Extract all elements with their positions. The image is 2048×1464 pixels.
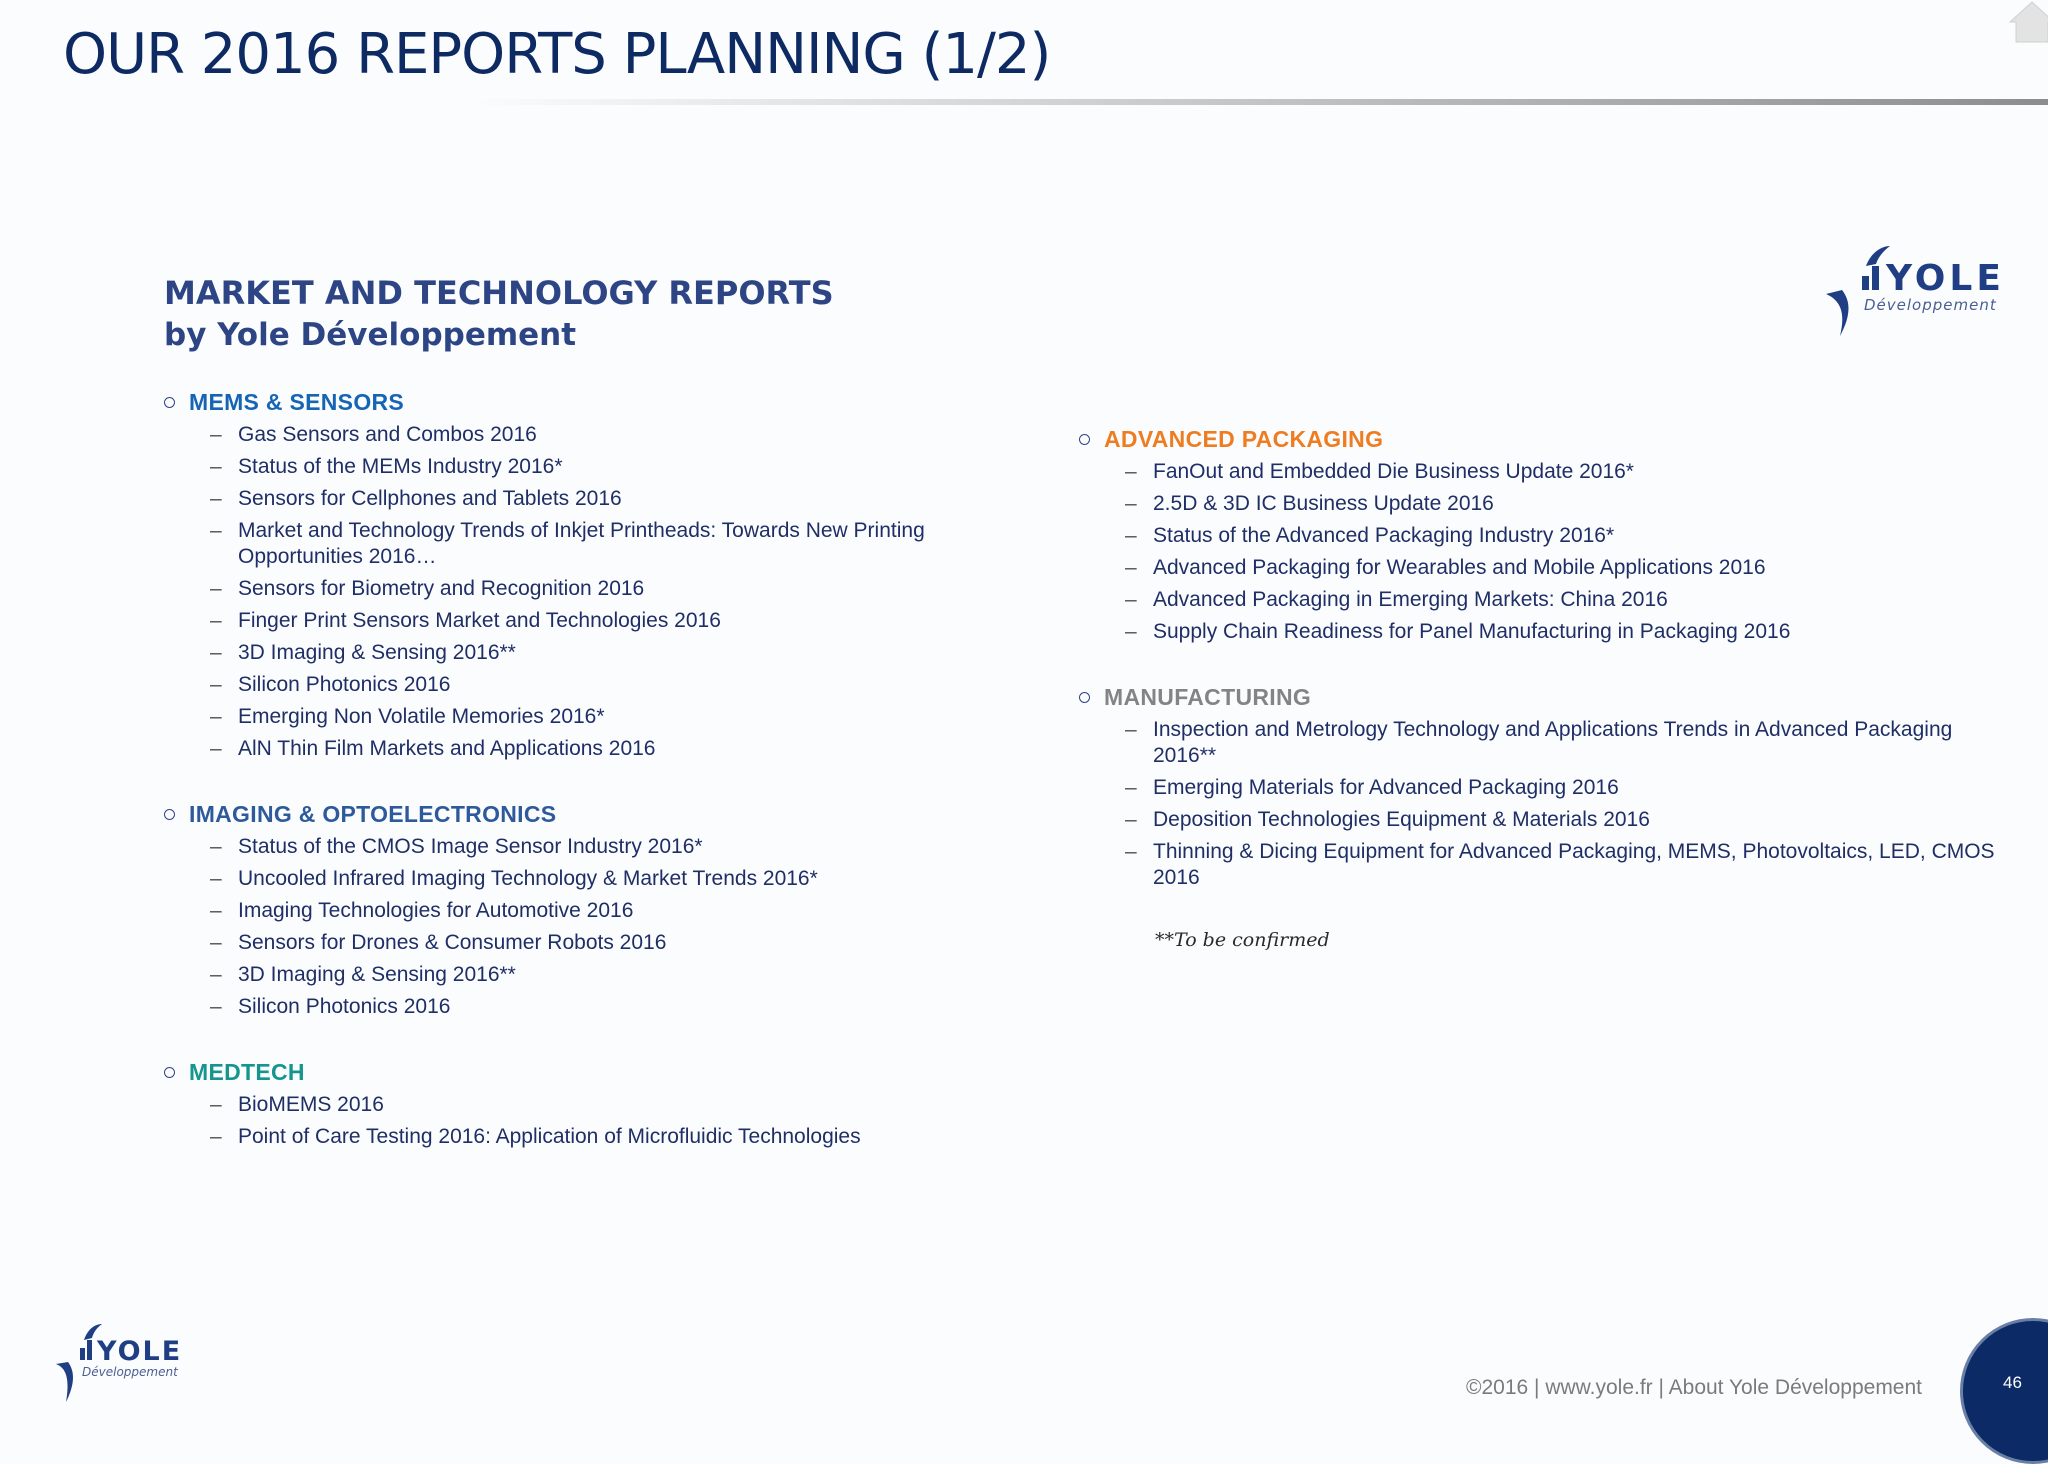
report-title: Uncooled Infrared Imaging Technology & Market Trends 2016* xyxy=(238,867,818,890)
list-item xyxy=(1125,456,2000,488)
list-item xyxy=(1125,714,2000,772)
dash-bullet-icon: – xyxy=(1125,588,1137,611)
section-advanced-packaging xyxy=(1075,422,2000,648)
circle-bullet-icon xyxy=(164,1067,175,1078)
dash-bullet-icon: – xyxy=(210,609,222,632)
list-item xyxy=(210,1089,980,1121)
list-item xyxy=(210,637,980,669)
list-item xyxy=(210,927,980,959)
dash-bullet-icon: – xyxy=(210,487,222,510)
right-column xyxy=(1075,422,2000,926)
dash-bullet-icon: – xyxy=(210,423,222,446)
circle-bullet-icon xyxy=(1079,434,1090,445)
list-item xyxy=(1125,584,2000,616)
report-title: Status of the Advanced Packaging Industry 2016* xyxy=(1153,524,1615,547)
report-title: BioMEMS 2016 xyxy=(238,1093,384,1116)
section-header xyxy=(1075,422,2000,456)
list-item xyxy=(1125,772,2000,804)
dash-bullet-icon: – xyxy=(210,835,222,858)
dash-bullet-icon: – xyxy=(210,519,222,542)
section-mems-sensors xyxy=(160,385,980,765)
report-title: Silicon Photonics 2016 xyxy=(238,995,451,1018)
dash-bullet-icon: – xyxy=(210,931,222,954)
dash-bullet-icon: – xyxy=(210,673,222,696)
list-item xyxy=(1125,520,2000,552)
subtitle-by-line: by Yole Développement xyxy=(164,317,577,353)
list-item xyxy=(210,733,980,765)
footnote-to-be-confirmed: **To be confirmed xyxy=(1155,929,1330,951)
yole-logo-footer xyxy=(52,1322,192,1406)
report-title: Thinning & Dicing Equipment for Advanced Packaging, MEMS, Photovoltaics, LED, CMOS 2016 xyxy=(1153,840,1995,889)
section-title: MEMS & SENSORS xyxy=(189,388,405,415)
report-title: Gas Sensors and Combos 2016 xyxy=(238,423,537,446)
list-item xyxy=(1125,488,2000,520)
section-title: MEDTECH xyxy=(189,1058,305,1085)
list-item xyxy=(210,895,980,927)
section-title: ADVANCED PACKAGING xyxy=(1104,425,1384,452)
report-list xyxy=(160,419,980,765)
report-title: Supply Chain Readiness for Panel Manufacturing in Packaging 2016 xyxy=(1153,620,1791,643)
report-list xyxy=(160,831,980,1023)
dash-bullet-icon: – xyxy=(1125,556,1137,579)
report-title: Advanced Packaging for Wearables and Mobile Applications 2016 xyxy=(1153,556,1766,579)
dash-bullet-icon: – xyxy=(210,995,222,1018)
list-item xyxy=(210,419,980,451)
list-item xyxy=(210,451,980,483)
page-title: OUR 2016 REPORTS PLANNING (1/2) xyxy=(63,22,1051,87)
list-item xyxy=(210,831,980,863)
report-title: 2.5D & 3D IC Business Update 2016 xyxy=(1153,492,1494,515)
section-manufacturing xyxy=(1075,680,2000,894)
section-title: IMAGING & OPTOELECTRONICS xyxy=(189,800,557,827)
list-item xyxy=(210,991,980,1023)
report-title: Sensors for Drones & Consumer Robots 2016 xyxy=(238,931,667,954)
report-title: Emerging Non Volatile Memories 2016* xyxy=(238,705,605,728)
list-item xyxy=(210,863,980,895)
report-title: AlN Thin Film Markets and Applications 2016 xyxy=(238,737,656,760)
list-item xyxy=(1125,804,2000,836)
report-list xyxy=(1075,456,2000,648)
report-title: Deposition Technologies Equipment & Materials 2016 xyxy=(1153,808,1650,831)
list-item xyxy=(1125,616,2000,648)
report-title: Inspection and Metrology Technology and Applications Trends in Advanced Packaging 2016** xyxy=(1153,718,1953,767)
list-item xyxy=(210,1121,980,1153)
dash-bullet-icon: – xyxy=(1125,524,1137,547)
dash-bullet-icon: – xyxy=(1125,718,1137,741)
home-icon[interactable] xyxy=(2004,0,2048,44)
list-item xyxy=(1125,552,2000,584)
dash-bullet-icon: – xyxy=(210,455,222,478)
report-title: Emerging Materials for Advanced Packaging 2016 xyxy=(1153,776,1619,799)
circle-bullet-icon xyxy=(164,397,175,408)
report-title: Market and Technology Trends of Inkjet Printheads: Towards New Printing Opportunities 2016… xyxy=(238,519,925,568)
list-item xyxy=(210,605,980,637)
subtitle-main: MARKET AND TECHNOLOGY REPORTS xyxy=(164,274,834,312)
logo-wordmark: YOLE xyxy=(97,1336,183,1367)
report-title: 3D Imaging & Sensing 2016** xyxy=(238,641,516,664)
dash-bullet-icon: – xyxy=(1125,776,1137,799)
left-column xyxy=(160,385,980,1185)
report-title: Sensors for Biometry and Recognition 2016 xyxy=(238,577,645,600)
dash-bullet-icon: – xyxy=(210,1093,222,1116)
dash-bullet-icon: – xyxy=(210,641,222,664)
report-title: Point of Care Testing 2016: Application of Microfluidic Technologies xyxy=(238,1125,861,1148)
report-title: Advanced Packaging in Emerging Markets: China 2016 xyxy=(1153,588,1668,611)
report-title: Imaging Technologies for Automotive 2016 xyxy=(238,899,634,922)
report-title: FanOut and Embedded Die Business Update 2016* xyxy=(1153,460,1634,483)
section-title: MANUFACTURING xyxy=(1104,683,1312,710)
section-medtech xyxy=(160,1055,980,1153)
report-list xyxy=(160,1089,980,1153)
dash-bullet-icon: – xyxy=(1125,808,1137,831)
logo-tagline: Développement xyxy=(1864,296,1997,314)
report-title: Status of the CMOS Image Sensor Industry 2016* xyxy=(238,835,703,858)
subtitle xyxy=(164,272,834,356)
report-title: Sensors for Cellphones and Tablets 2016 xyxy=(238,487,622,510)
logo-tagline: Développement xyxy=(82,1365,178,1379)
section-header xyxy=(160,1055,980,1089)
report-list xyxy=(1075,714,2000,894)
dash-bullet-icon: – xyxy=(210,577,222,600)
report-title: Finger Print Sensors Market and Technologies 2016 xyxy=(238,609,721,632)
section-imaging-optoelectronics xyxy=(160,797,980,1023)
dash-bullet-icon: – xyxy=(1125,620,1137,643)
dash-bullet-icon: – xyxy=(210,705,222,728)
list-item xyxy=(210,573,980,605)
footer-copyright[interactable]: ©2016 | www.yole.fr | About Yole Développement xyxy=(1466,1376,1923,1399)
circle-bullet-icon xyxy=(1079,692,1090,703)
title-underline xyxy=(470,99,2048,105)
section-header xyxy=(160,385,980,419)
page-number: 46 xyxy=(2003,1373,2022,1392)
dash-bullet-icon: – xyxy=(210,963,222,986)
list-item xyxy=(210,515,980,573)
report-title: Silicon Photonics 2016 xyxy=(238,673,451,696)
list-item xyxy=(210,959,980,991)
list-item xyxy=(1125,836,2000,894)
list-item xyxy=(210,669,980,701)
list-item xyxy=(210,483,980,515)
dash-bullet-icon: – xyxy=(210,867,222,890)
section-header xyxy=(1075,680,2000,714)
dash-bullet-icon: – xyxy=(1125,460,1137,483)
circle-bullet-icon xyxy=(164,809,175,820)
report-title: Status of the MEMs Industry 2016* xyxy=(238,455,563,478)
dash-bullet-icon: – xyxy=(210,737,222,760)
yole-logo xyxy=(1820,244,2012,340)
dash-bullet-icon: – xyxy=(210,899,222,922)
dash-bullet-icon: – xyxy=(1125,840,1137,863)
logo-wordmark: YOLE xyxy=(1886,258,2005,299)
list-item xyxy=(210,701,980,733)
report-title: 3D Imaging & Sensing 2016** xyxy=(238,963,516,986)
section-header xyxy=(160,797,980,831)
dash-bullet-icon: – xyxy=(210,1125,222,1148)
dash-bullet-icon: – xyxy=(1125,492,1137,515)
